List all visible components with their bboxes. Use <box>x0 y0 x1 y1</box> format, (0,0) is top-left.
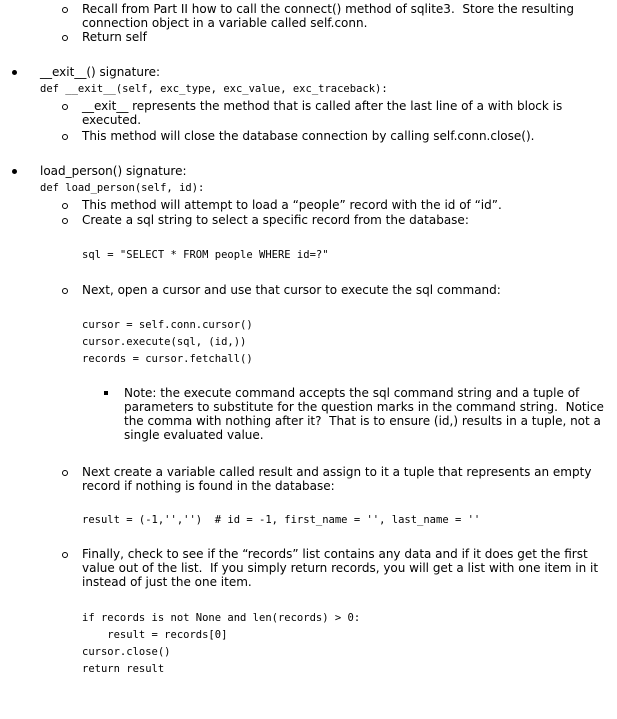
code-line: sql = "SELECT * FROM people WHERE id=?" <box>82 249 329 261</box>
bullet-open <box>62 203 68 209</box>
text-line: Next, open a cursor and use that cursor to execute the sql command: <box>82 283 501 297</box>
text-line: __exit__ represents the method that is called after the last line of a with block is <box>82 99 563 113</box>
code-line: def __exit__(self, exc_type, exc_value, exc_traceback): <box>40 83 388 95</box>
note-line: Note: the execute command accepts the sql command string and a tuple of <box>124 386 580 400</box>
bullet-open <box>62 288 68 294</box>
text-line: Recall from Part II how to call the connect() method of sqlite3. Store the resulting <box>82 2 574 16</box>
note-line: the comma with nothing after it? That is to ensure (id,) results in a tuple, not a <box>124 414 601 428</box>
text-line: Finally, check to see if the “records” list contains any data and if it does get the first <box>82 547 588 561</box>
text-line: value out of the list. If you simply return records, you will get a list with one item in it <box>82 561 599 575</box>
code-line: result = records[0] <box>82 629 228 641</box>
text-line: connection object in a variable called self.conn. <box>82 16 368 30</box>
code-line: cursor.close() <box>82 646 171 658</box>
code-line: cursor.execute(sql, (id,)) <box>82 336 247 348</box>
bullet-open <box>62 35 68 41</box>
text-line: record if nothing is found in the database: <box>82 479 335 493</box>
text-line: Next create a variable called result and assign to it a tuple that represents an empty <box>82 465 592 479</box>
bullet-open <box>62 470 68 476</box>
bullet-open <box>62 218 68 224</box>
code-line: cursor = self.conn.cursor() <box>82 319 253 331</box>
bullet-open <box>62 104 68 110</box>
bullet-open <box>62 134 68 140</box>
text-line: instead of just the one item. <box>82 575 252 589</box>
note-line: parameters to substitute for the question marks in the command string. Notice <box>124 400 604 414</box>
code-line: return result <box>82 663 165 675</box>
bullet-filled <box>12 169 17 174</box>
text-line: This method will attempt to load a “people” record with the id of “id”. <box>82 198 502 212</box>
bullet-open <box>62 7 68 13</box>
code-line: records = cursor.fetchall() <box>82 353 253 365</box>
bullet-open <box>62 552 68 558</box>
code-line: result = (-1,'','') # id = -1, first_name = '', last_name = '' <box>82 514 481 526</box>
text-line: This method will close the database connection by calling self.conn.close(). <box>82 129 535 143</box>
text-line: Return self <box>82 30 147 44</box>
text-line: Create a sql string to select a specific record from the database: <box>82 213 469 227</box>
section-heading: load_person() signature: <box>40 164 187 178</box>
section-heading: __exit__() signature: <box>40 65 161 79</box>
text-line: executed. <box>82 113 142 127</box>
bullet-square <box>104 391 108 395</box>
bullet-filled <box>12 70 17 75</box>
code-line: if records is not None and len(records) > 0: <box>82 612 361 624</box>
note-line: single evaluated value. <box>124 428 264 442</box>
code-line: def load_person(self, id): <box>40 182 205 194</box>
